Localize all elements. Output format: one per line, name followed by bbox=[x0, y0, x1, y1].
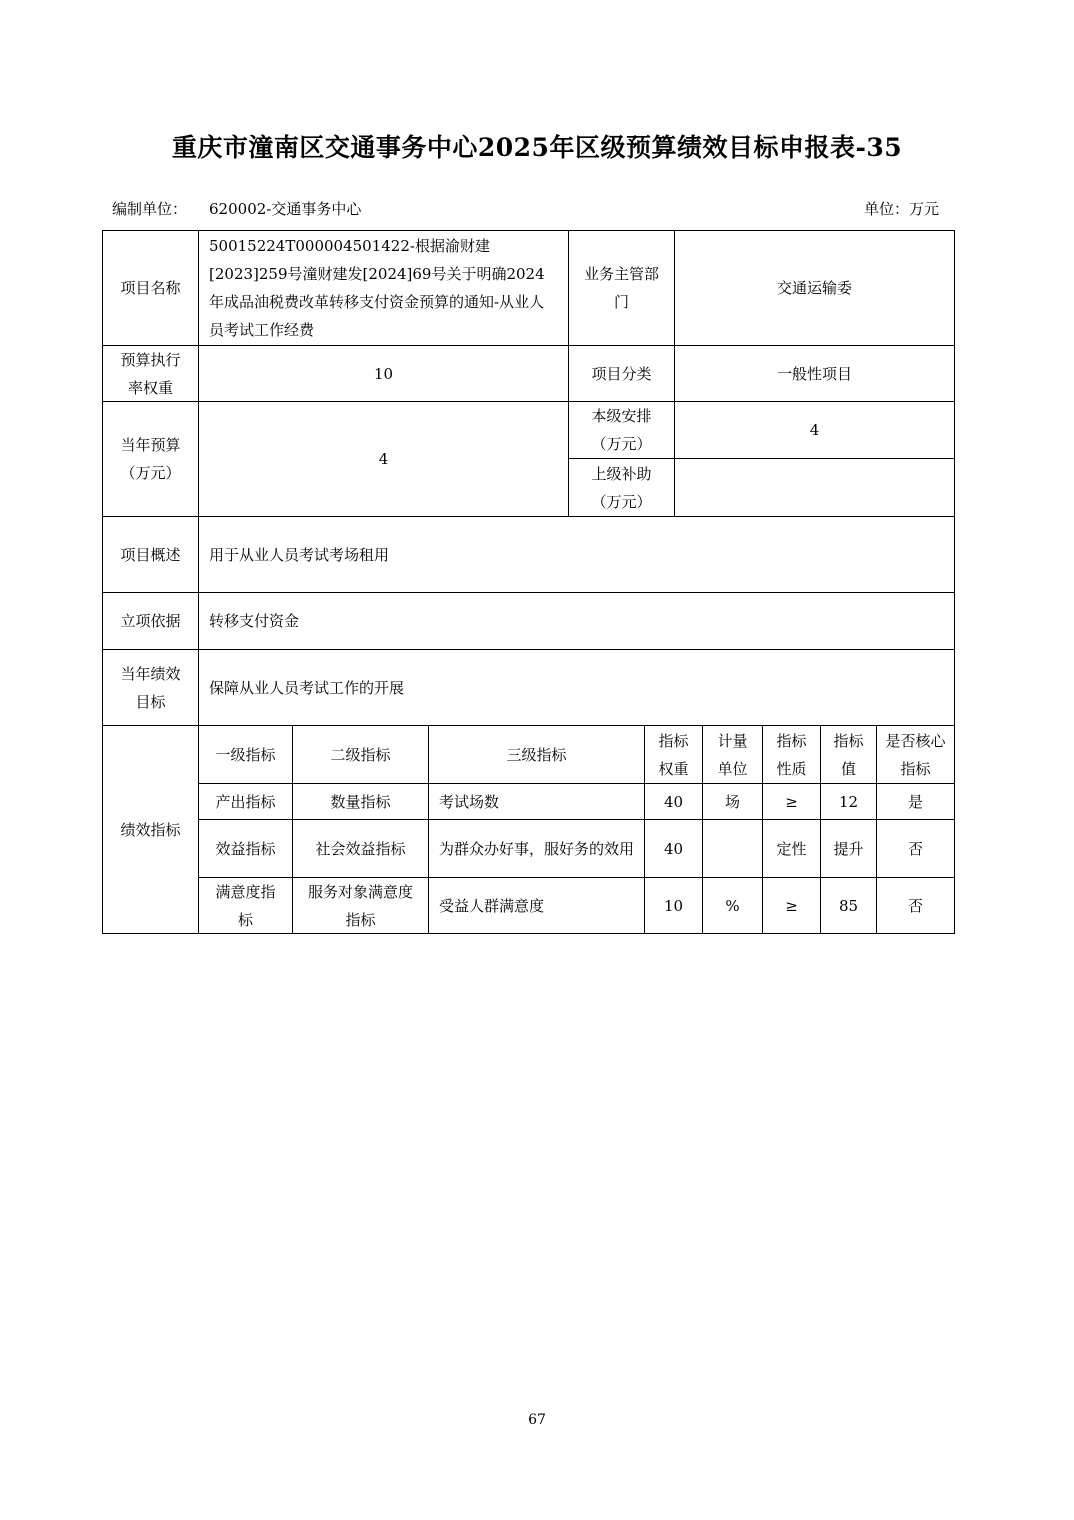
indicator-cell: 定性 bbox=[776, 839, 807, 858]
page-title: 重庆市潼南区交通事务中心2025年区级预算绩效目标申报表-35 bbox=[171, 133, 903, 162]
indicator-cell: 40 bbox=[663, 839, 684, 858]
upper-label: 上级补助（万元） bbox=[591, 464, 652, 511]
indicator-header: 是否核心指标 bbox=[885, 731, 946, 778]
category-label: 项目分类 bbox=[591, 364, 652, 383]
local-label: 本级安排（万元） bbox=[591, 407, 652, 453]
exec-rate-label: 预算执行率权重 bbox=[120, 350, 181, 397]
indicator-header: 计量单位 bbox=[717, 731, 748, 778]
indicator-cell: 数量指标 bbox=[330, 792, 391, 811]
indicator-cell: 产出指标 bbox=[215, 792, 276, 811]
goal-value: 保障从业人员考试工作的开展 bbox=[209, 678, 405, 697]
org-unit-value: 620002-交通事务中心 bbox=[209, 200, 362, 218]
org-unit-label: 编制单位： bbox=[112, 200, 188, 218]
exec-rate-value: 10 bbox=[373, 364, 394, 383]
indicator-cell: 提升 bbox=[833, 839, 864, 858]
project-name-label: 项目名称 bbox=[120, 279, 181, 297]
indicator-cell: 为群众办好事，服好务的效用 bbox=[439, 839, 635, 858]
basis-value: 转移支付资金 bbox=[209, 612, 300, 630]
indicator-cell: 场 bbox=[724, 792, 740, 811]
indicator-header: 指标值 bbox=[833, 731, 864, 778]
indicator-cell: 85 bbox=[838, 896, 859, 915]
indicator-cell: 否 bbox=[907, 839, 923, 858]
upper-value bbox=[675, 459, 954, 516]
indicators-label: 绩效指标 bbox=[120, 820, 181, 839]
indicator-cell: % bbox=[725, 896, 740, 915]
dept-label: 业务主管部门 bbox=[583, 265, 659, 311]
indicator-cell: 效益指标 bbox=[215, 839, 276, 858]
indicator-cell: 考试场数 bbox=[439, 792, 500, 811]
indicator-header: 指标权重 bbox=[658, 731, 689, 778]
indicator-cell: 12 bbox=[838, 792, 859, 811]
basis-label: 立项依据 bbox=[120, 612, 181, 630]
indicator-header: 二级指标 bbox=[330, 745, 391, 764]
category-value: 一般性项目 bbox=[776, 364, 852, 383]
project-name-value: 50015224T000004501422-根据渝财建[2023]259号潼财建发[2024]69号关于明确2024年成品油税费改革转移支付资金预算的通知-从业人员考试工作经费 bbox=[209, 237, 545, 339]
indicator-cell: 40 bbox=[663, 792, 684, 811]
indicator-cell: 社会效益指标 bbox=[315, 839, 406, 858]
indicator-cell: 否 bbox=[907, 896, 923, 915]
indicator-cell: 是 bbox=[907, 792, 923, 811]
dept-value: 交通运输委 bbox=[776, 279, 852, 297]
indicator-cell: 服务对象满意度指标 bbox=[307, 882, 413, 929]
budget-value: 4 bbox=[378, 450, 389, 468]
indicator-cell bbox=[703, 820, 762, 877]
indicator-cell: 满意度指标 bbox=[215, 882, 276, 929]
indicator-cell: 10 bbox=[663, 896, 684, 915]
indicator-header: 三级指标 bbox=[506, 745, 567, 764]
page-number: 67 bbox=[528, 1412, 546, 1428]
indicator-header: 指标性质 bbox=[776, 731, 807, 778]
overview-label: 项目概述 bbox=[120, 545, 181, 564]
indicator-cell: ≥ bbox=[785, 896, 798, 915]
indicator-cell: ≥ bbox=[785, 792, 798, 811]
currency-unit: 单位：万元 bbox=[864, 200, 940, 218]
goal-label: 当年绩效目标 bbox=[120, 664, 181, 711]
indicator-header: 一级指标 bbox=[215, 745, 276, 764]
overview-value: 用于从业人员考试考场租用 bbox=[209, 545, 390, 564]
indicator-cell: 受益人群满意度 bbox=[439, 896, 545, 915]
local-value: 4 bbox=[809, 421, 820, 439]
budget-label: 当年预算（万元） bbox=[120, 436, 181, 482]
